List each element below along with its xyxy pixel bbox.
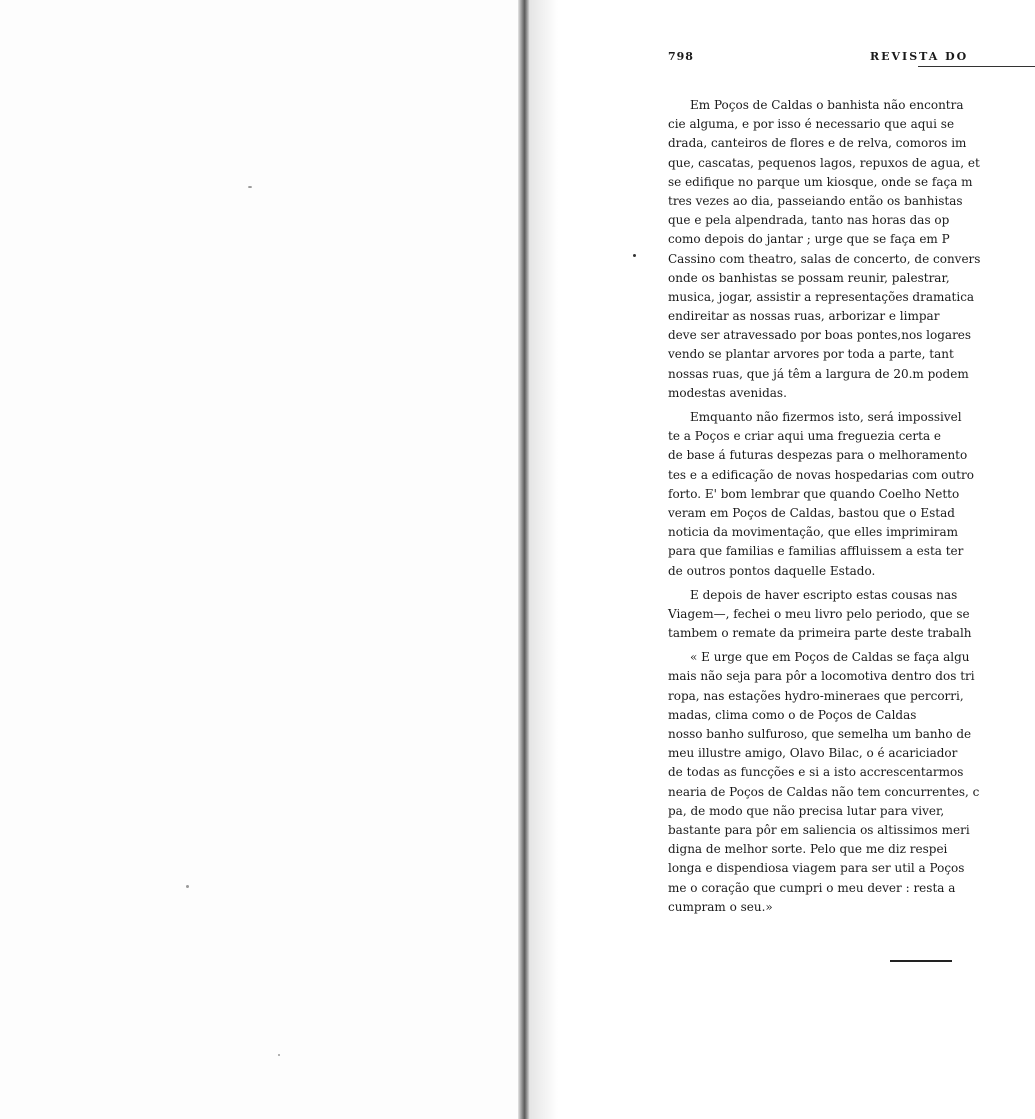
text-line: de outros pontos daquelle Estado. xyxy=(668,563,876,578)
text-line: veram em Poços de Caldas, bastou que o Estad xyxy=(668,505,955,520)
text-line: Em Poços de Caldas o banhista não encontra xyxy=(690,98,964,112)
text-line: Viagem—, fechei o meu livro pelo periodo, que se xyxy=(668,606,970,621)
paragraph xyxy=(668,96,1035,403)
paragraph xyxy=(668,408,1035,581)
text-line: mais não seja para pôr a locomotiva dentro dos tri xyxy=(668,669,975,684)
paper-speck xyxy=(186,885,189,888)
text-line: que, cascatas, pequenos lagos, repuxos de agua, et xyxy=(668,155,980,170)
text-line: longa e dispendiosa viagem para ser util a Poços xyxy=(668,861,965,876)
page-number: 798 xyxy=(668,50,694,63)
book-gutter xyxy=(518,0,530,1119)
text-line: tambem o remate da primeira parte deste trabalh xyxy=(668,626,972,641)
text-line: noticia da movimentação, que elles imprimiram xyxy=(668,525,959,540)
paragraph xyxy=(668,586,1035,644)
running-head: REVISTA DO xyxy=(870,50,969,63)
text-line: de todas as funcções e si a isto accrescentarmos xyxy=(668,765,964,780)
text-line: meu illustre amigo, Olavo Bilac, o é acariciador xyxy=(668,746,958,761)
page-body-text xyxy=(668,96,1035,917)
paragraph-quote xyxy=(668,648,1035,917)
text-line: deve ser atravessado por boas pontes,nos logares xyxy=(668,328,972,343)
text-line: endireitar as nossas ruas, arborizar e limpar xyxy=(668,309,940,324)
text-line: cie alguma, e por isso é necessario que aqui se xyxy=(668,117,955,132)
text-line: nosso banho sulfuroso, que semelha um banho de xyxy=(668,727,972,741)
text-line: musica, jogar, assistir a representações dramatica xyxy=(668,289,975,304)
text-line: de base á futuras despezas para o melhoramento xyxy=(668,448,968,463)
text-line: onde os banhistas se possam reunir, palestrar, xyxy=(668,270,950,285)
text-line: Emquanto não fizermos isto, será impossivel xyxy=(690,410,962,424)
section-end-rule xyxy=(890,960,952,962)
text-line: drada, canteiros de flores e de relva, comoros im xyxy=(668,136,967,151)
text-line: E depois de haver escripto estas cousas nas xyxy=(690,587,958,602)
text-line: pa, de modo que não precisa lutar para viver, xyxy=(668,803,945,818)
text-line: nearia de Poços de Caldas não tem concurrentes, c xyxy=(668,784,980,799)
text-line: nossas ruas, que já têm a largura de 20.m podem xyxy=(668,366,969,381)
text-line: forto. E' bom lembrar que quando Coelho Netto xyxy=(668,486,960,501)
text-line: se edifique no parque um kiosque, onde se faça m xyxy=(668,174,973,189)
text-line: digna de melhor sorte. Pelo que me diz respei xyxy=(668,842,948,857)
text-line: me o coração que cumpri o meu dever : resta a xyxy=(668,880,956,895)
text-line: que e pela alpendrada, tanto nas horas das op xyxy=(668,213,950,228)
text-line: para que familias e familias affluissem a esta ter xyxy=(668,544,964,559)
text-line: « E urge que em Poços de Caldas se faça algu xyxy=(690,650,970,665)
text-line: cumpram o seu.» xyxy=(668,899,773,914)
paper-speck xyxy=(248,186,252,188)
text-line: como depois do jantar ; urge que se faça em P xyxy=(668,232,950,247)
header-rule xyxy=(918,66,1035,67)
text-line: bastante para pôr em saliencia os altissimos meri xyxy=(668,822,970,837)
text-line: tres vezes ao dia, passeiando então os banhistas xyxy=(668,193,963,208)
text-line: Cassino com theatro, salas de concerto, de convers xyxy=(668,251,981,266)
text-line: tes e a edificação de novas hospedarias com outro xyxy=(668,467,974,482)
page-header xyxy=(668,50,1035,70)
text-line: vendo se plantar arvores por toda a parte, tant xyxy=(668,347,954,362)
text-line: te a Poços e criar aqui uma freguezia certa e xyxy=(668,429,942,444)
text-line: madas, clima como o de Poços de Caldas xyxy=(668,707,917,722)
text-line: ropa, nas estações hydro-mineraes que percorri, xyxy=(668,688,964,703)
right-page xyxy=(540,0,1035,1119)
paper-speck xyxy=(278,1054,280,1056)
text-line: modestas avenidas. xyxy=(668,385,787,400)
